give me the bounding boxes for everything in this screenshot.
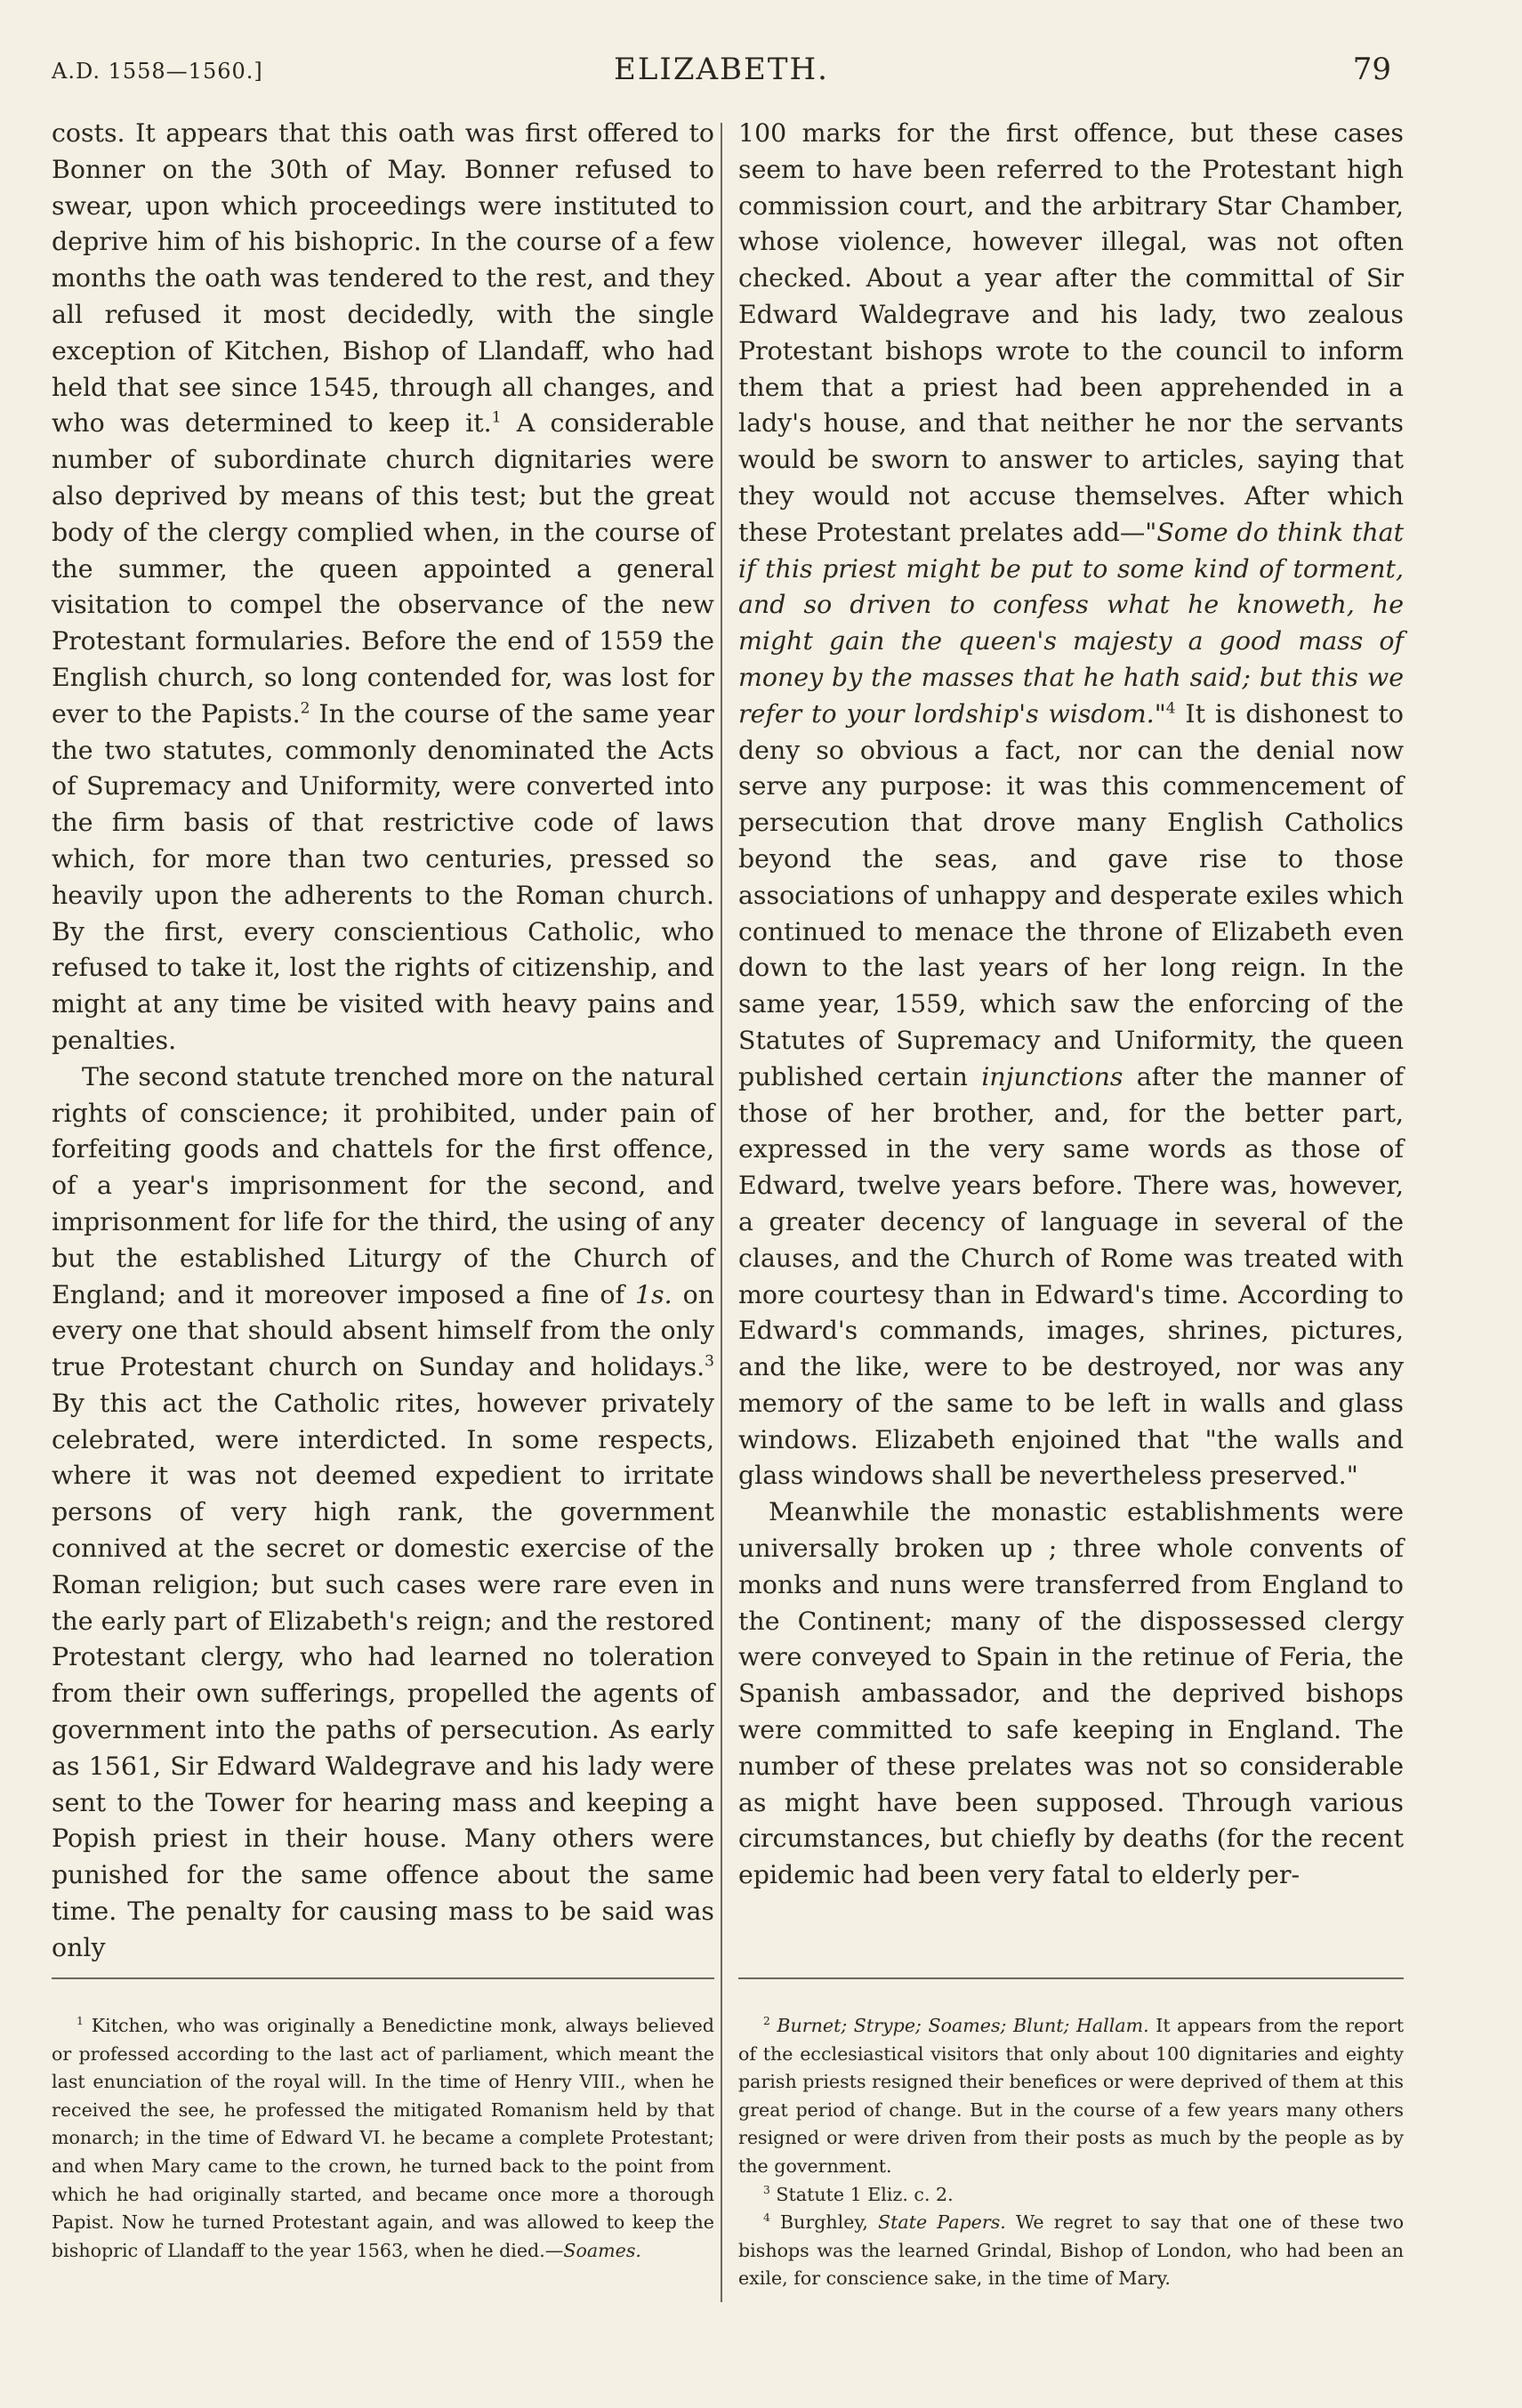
text-run: It is dishonest to deny so obvious a fact, nor can the denial now serve any purpose: it was this commencement of persecution that drove many English Catholics beyond the seas, and gave rise to those associations of unhappy and desperate exiles which continued to menace the throne of Elizabeth even down to the last years of her long reign. In the same year, 1559, which saw the enforcing of the Statutes of Supremacy and Uniformity, the queen published certain xyxy=(738,698,1404,1091)
footnote xyxy=(738,2209,1404,2293)
right-column xyxy=(738,116,1404,1894)
text-run-italic: injunctions xyxy=(981,1061,1123,1091)
header-title: ELIZABETH. xyxy=(614,52,829,87)
text-run: By this act the Catholic rites, however privately celebrated, were interdicted. In some respects, where it was not deemed expedient to irritate persons of very high rank, the government connived at the secret or domestic exercise of the Roman religion; but such cases were rare even in the early part of Elizabeth's reign; and the restored Protestant clergy, who had learned no toleration from their own sufferings, propelled the agents of government into the paths of persecution. As early as 1561, Sir Edward Waldegrave and his lady were sent to the Tower for hearing mass and keeping a Popish priest in their house. Many others were punished for the same offence about the same time. The penalty for causing mass to be said was only xyxy=(52,1388,714,1962)
quotation-italic: Some do think that if this priest might be put to some kind of torment, and so driven to confess what he knoweth, he might gain the queen's majesty a good mass of money by the masses that he hath said; but this we refer to your lordship's wisdom. xyxy=(738,517,1404,729)
paragraph xyxy=(738,116,1404,1494)
text-run: The second statute trenched more on the natural rights of conscience; it prohibited, under pain of forfeiting goods and chattels for the first offence, of a year's imprisonment for the second, and imprisonment for life for the third, the using of any but the established Liturgy of the Church of England; and it moreover imposed a fine of xyxy=(52,1061,714,1309)
text-run-italic: Burnet; Strype; Soames; Blunt; Hallam. xyxy=(777,2015,1149,2036)
text-run: Kitchen, who was originally a Benedictine monk, always believed or professed according to the last act of parliament, which meant the last enunciation of the royal will. In the time of Henry VIII., when he received the see, he professed the mitigated Romanism held by that monarch; in the time of Edward VI. he became a complete Protestant; and when Mary came to the crown, he turned back to the point from which he had originally started, and became once more a thorough Papist. Now he turned Protestant again, and was allowed to keep the bishopric of Llandaff to the year 1563, when he died.— xyxy=(52,2015,714,2261)
text-run: " xyxy=(1154,698,1166,729)
paragraph xyxy=(52,116,714,1059)
text-run-italic: Soames. xyxy=(563,2239,641,2261)
text-run: Statute 1 Eliz. c. 2. xyxy=(769,2183,954,2205)
footnote xyxy=(52,2012,714,2265)
footnote xyxy=(738,2181,1404,2210)
footnote-rule xyxy=(738,1977,1404,1979)
text-run: on every one that should absent himself from the only true Protestant church on Sunday and holidays. xyxy=(52,1279,714,1382)
page-number: 79 xyxy=(1352,52,1391,87)
running-head xyxy=(52,52,1391,91)
footnote-number: 1 xyxy=(77,2015,84,2028)
text-run: 100 marks for the first offence, but these cases seem to have been referred to the Protestant high commission court, and the arbitrary Star Chamber, whose violence, however illegal, was not often checked. About a year after the committal of Sir Edward Waldegrave and his lady, two zealous Protestant bishops wrote to the council to inform them that a priest had been apprehended in a lady's house, and that neither he nor the servants would be sworn to answer to articles, saying that they would not accuse themselves. After which these Protestant prelates add—" xyxy=(738,118,1404,547)
footnote-ref: 4 xyxy=(1165,699,1176,718)
text-run-italic: State Papers. xyxy=(878,2211,1006,2234)
footnote-ref: 2 xyxy=(300,699,310,718)
footnote-ref: 1 xyxy=(491,408,502,427)
text-run-italic: 1s. xyxy=(634,1279,672,1309)
footnote xyxy=(738,2012,1404,2181)
text-run: We regret to say that one of these two bishops was the learned Grindal, Bishop of London, who had been an exile, for conscience sake, in the time of Mary. xyxy=(738,2211,1405,2290)
footnotes-right xyxy=(738,2012,1404,2293)
footnotes-left xyxy=(52,2012,714,2265)
text-run: Burghley, xyxy=(769,2211,879,2234)
paragraph xyxy=(52,1059,714,1967)
footnote-ref: 3 xyxy=(705,1352,714,1371)
footnote-number: 4 xyxy=(763,2211,770,2225)
paragraph: Meanwhile the monastic establishments were universally broken up ; three whole convents of monks and nuns were transferred from England to the Continent; many of the dispossessed clergy were conveyed to Spain in the retinue of Feria, the Spanish ambassador, and the deprived bishops were committed to safe keeping in England. The number of these prelates was not so considerable as might have been supposed. Through various circumstances, but chiefly by deaths (for the recent epidemic had been very fatal to elderly per- xyxy=(738,1497,1404,1890)
text-run: costs. It appears that this oath was first offered to Bonner on the 30th of May. Bonner refused to swear, upon which proceedings were instituted to deprive him of his bishopric. In the course of a few months the oath was tendered to the rest, and they all refused it most decidedly, with the single exception of Kitchen, Bishop of Llandaff, who had held that see since 1545, through all changes, and who was determined to keep it. xyxy=(52,118,714,439)
header-date-range: A.D. 1558—1560.] xyxy=(52,59,263,84)
text-run: In the course of the same year the two statutes, commonly denominated the Acts of Supremacy and Uniformity, were converted into the firm basis of that restrictive code of laws which, for more than two centuries, pressed so heavily upon the adherents to the Roman church. By the first, every conscientious Catholic, who refused to take it, lost the rights of citizenship, and might at any time be visited with heavy pains and penalties. xyxy=(52,698,714,1055)
text-run: It appears from the report of the ecclesiastical visitors that only about 100 dignitaries and eighty parish priests resigned their benefices or were deprived of them at this great period of change. But in the course of a few years many others resigned or were driven from their posts as much by the people as by the government. xyxy=(738,2015,1405,2177)
column-divider xyxy=(721,123,722,2302)
footnote-number: 2 xyxy=(763,2015,770,2028)
text-run: after the manner of those of her brother, and, for the better part, expressed in the very same words as those of Edward, twelve years before. There was, however, a greater decency of language in several of the clauses, and the Church of Rome was treated with more courtesy than in Edward's time. According to Edward's commands, images, shrines, pictures, and the like, were to be destroyed, nor was any memory of the same to be left in walls and glass windows. Elizabeth enjoined that "the walls and glass windows shall be nevertheless preserved." xyxy=(738,1061,1404,1491)
footnote-rule xyxy=(52,1977,714,1979)
text-run: A considerable number of subordinate church dignitaries were also deprived by means of this test; but the great body of the clergy complied when, in the course of the summer, the queen appointed a general visitation to compel the observance of the new Protestant formularies. Before the end of 1559 the English church, so long contended for, was lost for ever to the Papists. xyxy=(52,408,714,729)
footnote-number: 3 xyxy=(763,2183,770,2196)
left-column xyxy=(52,116,714,1967)
